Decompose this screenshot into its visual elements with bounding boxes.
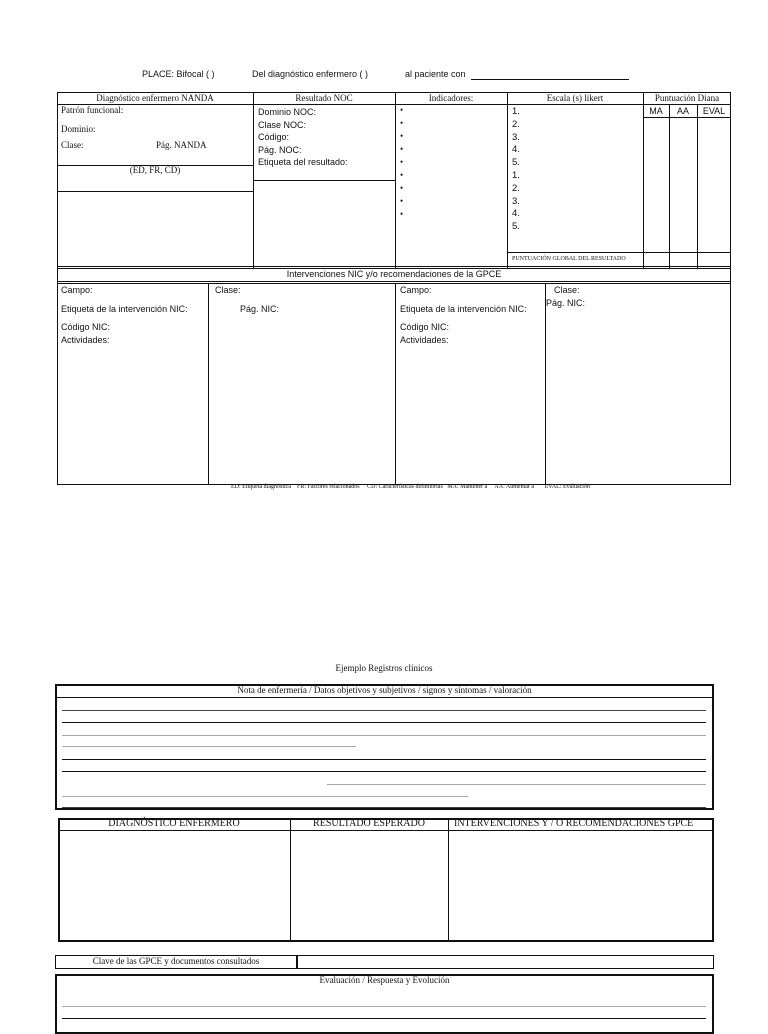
col-resultado: RESULTADO ESPERADO [313,818,425,829]
abbreviation-legend: ED: Etiqueta diagnóstica FR: Factores relacionados CD: Características definitorias MA: Mantener a AA: Aumentar a EVAL: Evaluación [231,484,590,490]
nanda-clase: Clase: [61,140,84,150]
clave-input[interactable] [297,955,714,969]
indicator-bullet: • [400,118,404,128]
nursing-note-box [55,684,714,810]
nanda-ed-fr-cd: (ED, FR, CD) [129,165,181,175]
nanda-patron: Patrón funcional: [61,105,124,115]
nic-left-actividades: Actividades: [61,335,110,345]
col-diagnostico: DIAGNÓSTICO ENFERMERO [108,818,240,829]
patient-label: al paciente con [405,69,466,79]
evaluation-header: Evaluación / Respuesta y Evolución [319,975,450,985]
nanda-dominio: Dominio: [61,124,96,134]
nic-left-codigo: Código NIC: [61,322,111,332]
diagnosis-label: Del diagnóstico enfermero ( ) [252,69,369,79]
likert-item: 5. [512,221,520,233]
likert-item: 4. [512,144,520,156]
noc-etiqueta: Etiqueta del resultado: [258,157,348,167]
plan-columns-table [58,818,714,942]
nic-right-codigo: Código NIC: [400,322,450,332]
indicator-bullet: • [400,157,404,167]
header-nanda: Diagnóstico enfermero NANDA [96,93,214,103]
nic-right-campo: Campo: [400,285,432,295]
nic-left-campo: Campo: [61,285,93,295]
noc-pag: Pág. NOC: [258,144,302,155]
nic-left-pag: Pág. NIC: [240,304,280,314]
nic-right-actividades: Actividades: [400,335,449,345]
diana-eval: EVAL [702,106,726,116]
col-intervenciones: INTERVENCIONES Y / O RECOMENDACIONES GPCE [454,818,694,829]
likert-list [512,106,520,234]
nic-header: Intervenciones NIC y/o recomendaciones de la GPCE [286,269,502,279]
likert-item: 3. [512,131,520,143]
likert-item: 4. [512,208,520,220]
noc-codigo: Código: [258,132,290,142]
likert-item: 2. [512,118,520,130]
diana-aa: AA [676,106,689,116]
nic-right-clase: Clase: [554,285,580,295]
place-label: PLACE: Bifocal ( ) [142,69,215,79]
indicator-bullet: • [400,170,404,180]
clave-label: Clave de las GPCE y documentos consultados [92,956,260,966]
nic-left-clase: Clase: [215,285,241,295]
nic-right-pag: Pág. NIC: [546,298,586,308]
nanda-pag: Pág. NANDA [156,140,207,150]
indicator-bullet: • [400,131,404,141]
header-diana: Puntuación Diana [654,93,720,103]
indicator-bullet: • [400,209,404,219]
likert-item: 3. [512,195,520,207]
noc-clase: Clase NOC: [258,119,307,130]
indicator-bullet: • [400,196,404,206]
nic-left-etiqueta: Etiqueta de la intervención NIC: [61,304,188,314]
likert-footer: PUNTUACIÓN GLOBAL DEL RESULTADO [512,256,626,262]
example-title: Ejemplo Registros clínicos [335,663,433,673]
indicator-bullet: • [400,144,404,154]
header-likert: Escala (s) likert [546,93,604,103]
nursing-note-header: Nota de enfermería / Datos objetivos y subjetivos / signos y síntomas / valoración [237,685,532,695]
likert-item: 1. [512,169,520,181]
nic-right-etiqueta: Etiqueta de la intervención NIC: [400,304,527,314]
patient-blank-line[interactable] [471,79,629,80]
diana-ma: MA [649,106,663,116]
noc-dominio: Dominio NOC: [258,107,317,117]
likert-item: 2. [512,182,520,194]
likert-item: 1. [512,106,520,117]
likert-item: 5. [512,157,520,169]
indicator-list [400,104,403,221]
indicator-bullet: • [400,105,404,115]
header-noc: Resultado NOC [295,93,353,103]
header-indicators: Indicadores: [428,93,474,103]
noc-fields [258,106,348,169]
indicator-bullet: • [400,183,404,193]
